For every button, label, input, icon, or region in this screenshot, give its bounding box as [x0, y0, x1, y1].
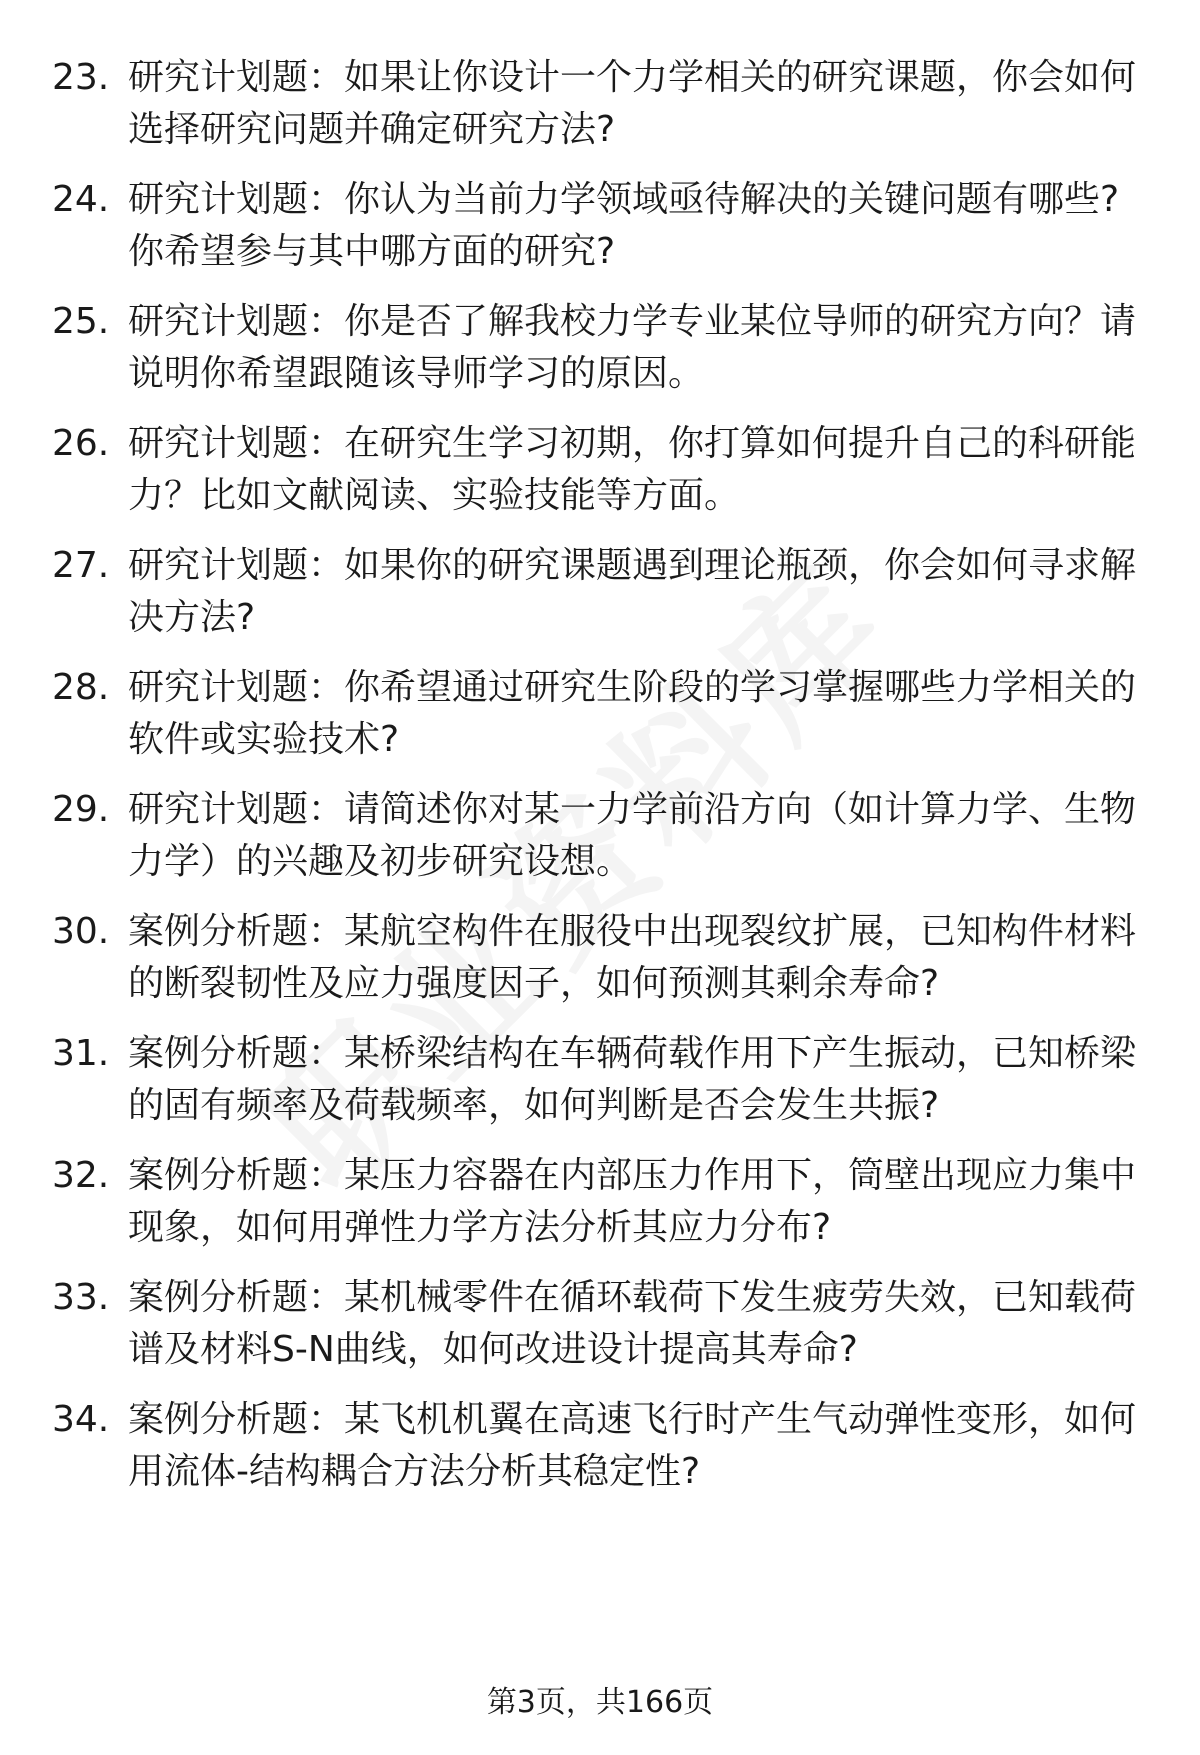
question-item [52, 1272, 1152, 1376]
question-number: 29. [52, 789, 110, 830]
question-text: 案例分析题：某飞机机翼在高速飞行时产生气动弹性变形，如何用流体-结构耦合方法分析其稳定性? [128, 1399, 1137, 1492]
question-item [52, 1150, 1152, 1254]
question-item [52, 1394, 1152, 1498]
question-number: 32. [52, 1155, 110, 1196]
question-item [52, 784, 1152, 888]
question-item [52, 540, 1152, 644]
question-number: 30. [52, 911, 110, 952]
question-text: 研究计划题：请简述你对某一力学前沿方向（如计算力学、生物力学）的兴趣及初步研究设想。 [128, 789, 1137, 882]
question-number: 26. [52, 423, 110, 464]
question-number: 24. [52, 179, 110, 220]
question-text: 案例分析题：某桥梁结构在车辆荷载作用下产生振动，已知桥梁的固有频率及荷载频率，如何判断是否会发生共振? [128, 1033, 1137, 1126]
question-text: 研究计划题：你认为当前力学领域亟待解决的关键问题有哪些?你希望参与其中哪方面的研究? [128, 179, 1120, 272]
question-number: 31. [52, 1033, 110, 1074]
question-item [52, 52, 1152, 156]
question-text: 研究计划题：如果你的研究课题遇到理论瓶颈，你会如何寻求解决方法? [128, 545, 1137, 638]
page-footer: 第3页，共166页 [486, 1685, 714, 1720]
question-item [52, 1028, 1152, 1132]
question-text: 研究计划题：你是否了解我校力学专业某位导师的研究方向？请说明你希望跟随该导师学习的原因。 [128, 301, 1137, 394]
question-item [52, 174, 1152, 278]
question-number: 28. [52, 667, 110, 708]
question-text: 案例分析题：某航空构件在服役中出现裂纹扩展，已知构件材料的断裂韧性及应力强度因子，如何预测其剩余寿命? [128, 911, 1137, 1004]
question-number: 34. [52, 1399, 110, 1440]
question-item [52, 906, 1152, 1010]
question-number: 25. [52, 301, 110, 342]
question-text: 案例分析题：某机械零件在循环载荷下发生疲劳失效，已知载荷谱及材料S-N曲线，如何改进设计提高其寿命? [128, 1277, 1137, 1370]
question-item [52, 296, 1152, 400]
question-text: 研究计划题：在研究生学习初期，你打算如何提升自己的科研能力？比如文献阅读、实验技能等方面。 [128, 423, 1137, 516]
question-text: 案例分析题：某压力容器在内部压力作用下，筒壁出现应力集中现象，如何用弹性力学方法分析其应力分布? [128, 1155, 1137, 1248]
question-item [52, 418, 1152, 522]
question-number: 23. [52, 57, 110, 98]
question-item [52, 662, 1152, 766]
question-text: 研究计划题：你希望通过研究生阶段的学习掌握哪些力学相关的软件或实验技术? [128, 667, 1137, 760]
question-number: 33. [52, 1277, 110, 1318]
question-text: 研究计划题：如果让你设计一个力学相关的研究课题，你会如何选择研究问题并确定研究方法? [128, 57, 1137, 150]
question-number: 27. [52, 545, 110, 586]
